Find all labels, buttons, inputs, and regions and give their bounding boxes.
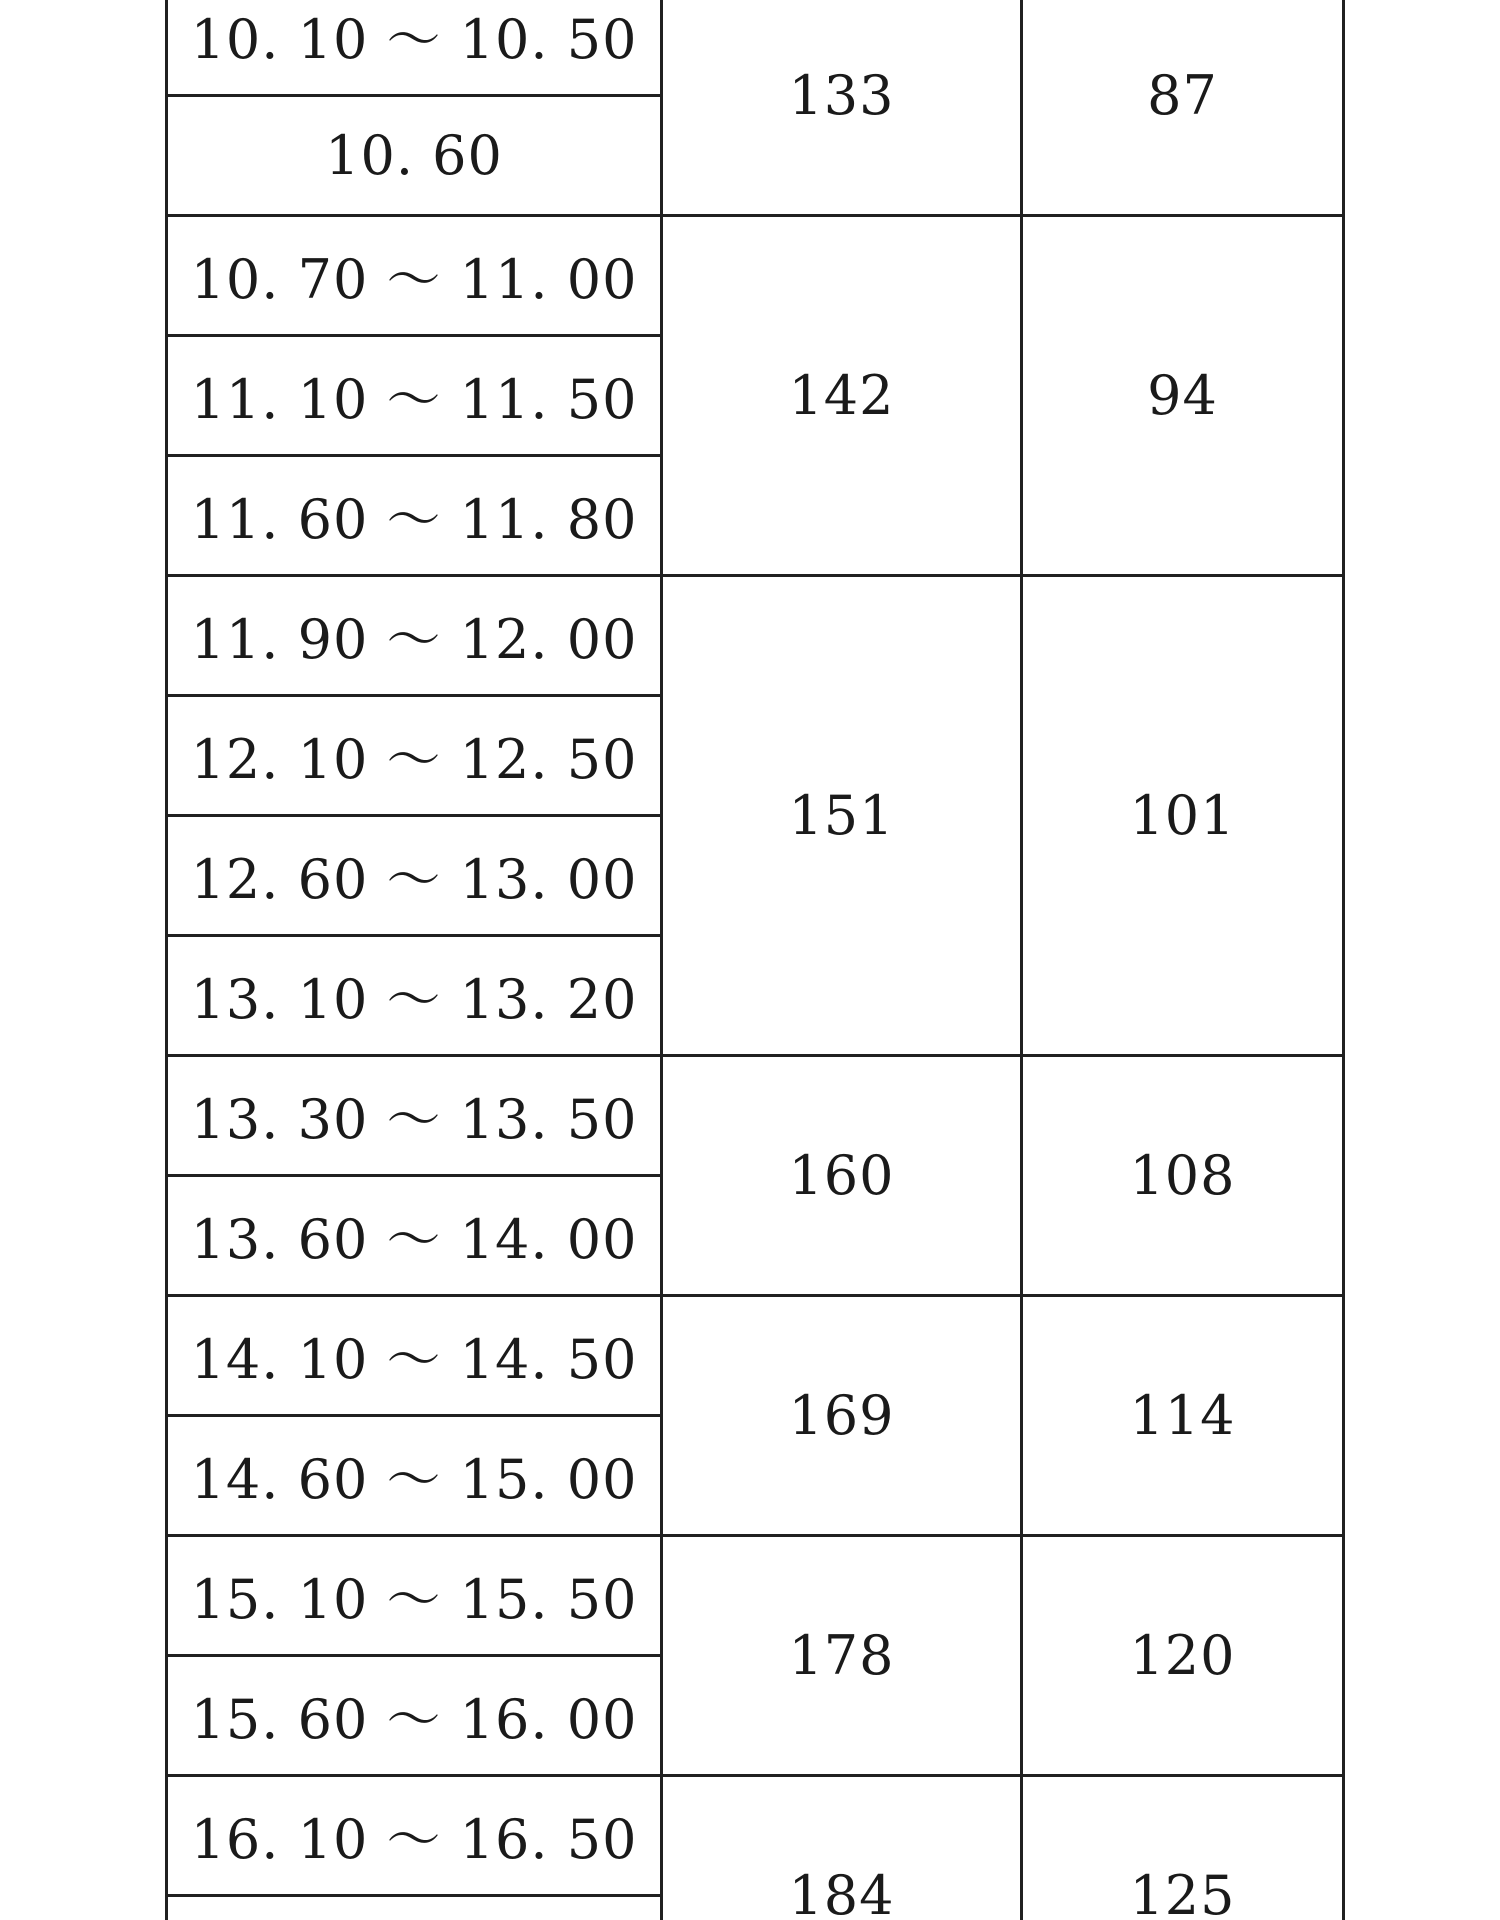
range-cell: 15. 10 ～ 15. 50 — [167, 1536, 662, 1656]
range-cell: 13. 30 ～ 13. 50 — [167, 1056, 662, 1176]
table-row — [167, 216, 1344, 336]
range-cell: 14. 60 ～ 15. 00 — [167, 1416, 662, 1536]
range-cell: 11. 10 ～ 11. 50 — [167, 336, 662, 456]
range-cell: 10. 60 — [167, 96, 662, 216]
value-a-cell: 160 — [662, 1056, 1022, 1296]
value-a-cell: 178 — [662, 1536, 1022, 1776]
table-row — [167, 1296, 1344, 1416]
range-cell: 10. 70 ～ 11. 00 — [167, 216, 662, 336]
value-a-cell: 184 — [662, 1776, 1022, 1920]
value-table — [165, 0, 1345, 1920]
value-b-cell: 120 — [1022, 1536, 1344, 1776]
table-row — [167, 1536, 1344, 1656]
table-row — [167, 0, 1344, 96]
range-cell — [167, 1896, 662, 1920]
range-cell: 11. 90 ～ 12. 00 — [167, 576, 662, 696]
table-row — [167, 1056, 1344, 1176]
range-cell: 14. 10 ～ 14. 50 — [167, 1296, 662, 1416]
value-a-cell: 169 — [662, 1296, 1022, 1536]
range-cell: 16. 10 ～ 16. 50 — [167, 1776, 662, 1896]
value-b-cell: 114 — [1022, 1296, 1344, 1536]
table-body — [167, 0, 1344, 1920]
range-cell: 13. 10 ～ 13. 20 — [167, 936, 662, 1056]
value-b-cell: 101 — [1022, 576, 1344, 1056]
range-cell: 11. 60 ～ 11. 80 — [167, 456, 662, 576]
value-b-cell: 94 — [1022, 216, 1344, 576]
range-cell: 15. 60 ～ 16. 00 — [167, 1656, 662, 1776]
value-a-cell: 133 — [662, 0, 1022, 216]
value-a-cell: 142 — [662, 216, 1022, 576]
table-row — [167, 1776, 1344, 1896]
value-b-cell: 125 — [1022, 1776, 1344, 1920]
range-cell: 13. 60 ～ 14. 00 — [167, 1176, 662, 1296]
range-cell: 10. 10 ～ 10. 50 — [167, 0, 662, 96]
range-cell: 12. 10 ～ 12. 50 — [167, 696, 662, 816]
table-row — [167, 576, 1344, 696]
value-b-cell: 87 — [1022, 0, 1344, 216]
value-b-cell: 108 — [1022, 1056, 1344, 1296]
value-a-cell: 151 — [662, 576, 1022, 1056]
range-cell: 12. 60 ～ 13. 00 — [167, 816, 662, 936]
